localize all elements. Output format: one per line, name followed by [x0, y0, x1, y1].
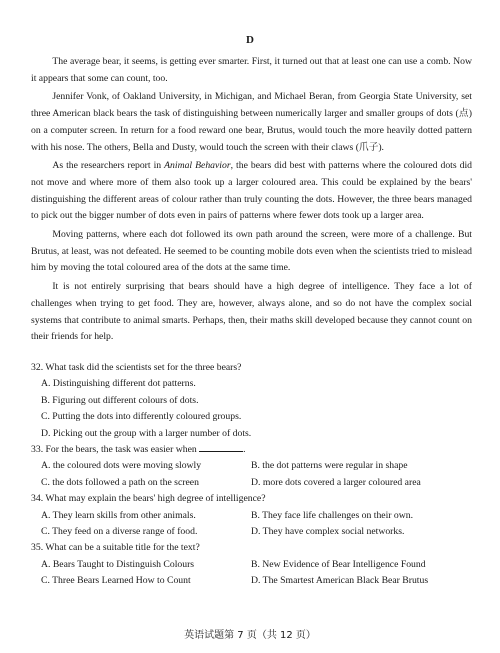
question-32-option-c[interactable]: C. Putting the dots into differently coloured groups. — [41, 411, 242, 423]
answer-blank — [199, 442, 243, 452]
question-34-option-b[interactable]: B. They face life challenges on their own. — [251, 509, 414, 521]
section-title: D — [246, 34, 254, 46]
question-32-option-a[interactable]: A. Distinguishing different dot patterns. — [41, 378, 196, 390]
question-32-option-d[interactable]: D. Picking out the group with a larger number of dots. — [41, 427, 252, 439]
passage-paragraph-1: The average bear, it seems, is getting ever smarter. First, it turned out that at least one can use a comb. Now it appears that some can count, too. — [31, 56, 472, 84]
question-32 — [31, 360, 476, 442]
question-35-option-d[interactable]: D. The Smartest American Black Bear Brutus — [251, 575, 429, 587]
passage-paragraph-4: Moving patterns, where each dot followed its own path around the screen, were more of a challenge. But Brutus, at least, was not defeated. He seemed to be counting mobile dots even when the scientists tried to mislead him by moving the total coloured area of the dots at the same time. — [31, 229, 472, 274]
question-33-stem-end: . — [243, 444, 246, 456]
passage-paragraph-3 — [31, 158, 472, 225]
question-33-stem — [31, 442, 476, 458]
question-33-option-c[interactable]: C. the dots followed a path on the screen — [41, 476, 199, 488]
question-33-option-d[interactable]: D. more dots covered a larger coloured area — [251, 476, 421, 488]
paragraph-3-start: As the researchers report in — [52, 160, 165, 172]
question-35-option-a[interactable]: A. Bears Taught to Distinguish Colours — [41, 558, 195, 570]
question-35 — [31, 540, 476, 589]
question-33 — [31, 442, 476, 491]
question-list — [31, 360, 476, 590]
reading-passage — [31, 54, 472, 348]
passage-paragraph-2: Jennifer Vonk, of Oakland University, in Michigan, and Michael Beran, from Georgia State University, set three American black bears the task of distinguishing between numerically larger and smaller groups of dots (点) on a computer screen. In return for a food reward one bear, Brutus, would touch the more heavily dotted pattern with his nose. The others, Bella and Dusty, would touch the screen with their claws (爪子). — [31, 91, 472, 153]
question-33-options — [31, 458, 476, 491]
question-35-option-c[interactable]: C. Three Bears Learned How to Count — [41, 575, 191, 587]
question-33-option-a[interactable]: A. the coloured dots were moving slowly — [41, 460, 202, 472]
page-footer: 英语试题第 7 页（共 12 页） — [184, 630, 316, 641]
question-34-stem: 34. What may explain the bears' high degree of intelligence? — [31, 493, 266, 505]
question-33-option-b[interactable]: B. the dot patterns were regular in shape — [251, 460, 408, 472]
question-34 — [31, 491, 476, 540]
question-35-stem: 35. What can be a suitable title for the text? — [31, 542, 200, 554]
question-32-stem: 32. What task did the scientists set for the three bears? — [31, 362, 242, 373]
passage-paragraph-5: It is not entirely surprising that bears should have a high degree of intelligence. They face a lot of challenges when trying to get food. They are, however, always alone, and so do not have the complex social systems that contribute to animal smarts. Perhaps, then, their maths skill developed because they cannot count on their friends for help. — [31, 281, 472, 343]
question-32-option-b[interactable]: B. Figuring out different colours of dots. — [41, 394, 199, 406]
question-34-option-c[interactable]: C. They feed on a diverse range of food. — [41, 526, 198, 538]
question-32-options — [31, 376, 476, 442]
question-34-options — [31, 508, 476, 541]
question-35-option-b[interactable]: B. New Evidence of Bear Intelligence Found — [251, 558, 426, 570]
question-33-stem-text: 33. For the bears, the task was easier when — [31, 444, 197, 456]
question-34-option-d[interactable]: D. They have complex social networks. — [251, 526, 405, 538]
paragraph-3-rest: , the bears did best with patterns where the coloured dots did not move and where more of them also took up a larger coloured area. This could be explained by the bears' distinguishing the different areas of colour rather than truly counting the dots. However, the three bears managed to pick out the bigger number of dots even in pairs of patterns where fewer dots took up a larger area. — [31, 160, 473, 222]
question-35-options — [31, 557, 476, 590]
question-34-option-a[interactable]: A. They learn skills from other animals. — [41, 509, 196, 521]
journal-name: Animal Behavior — [164, 160, 231, 172]
